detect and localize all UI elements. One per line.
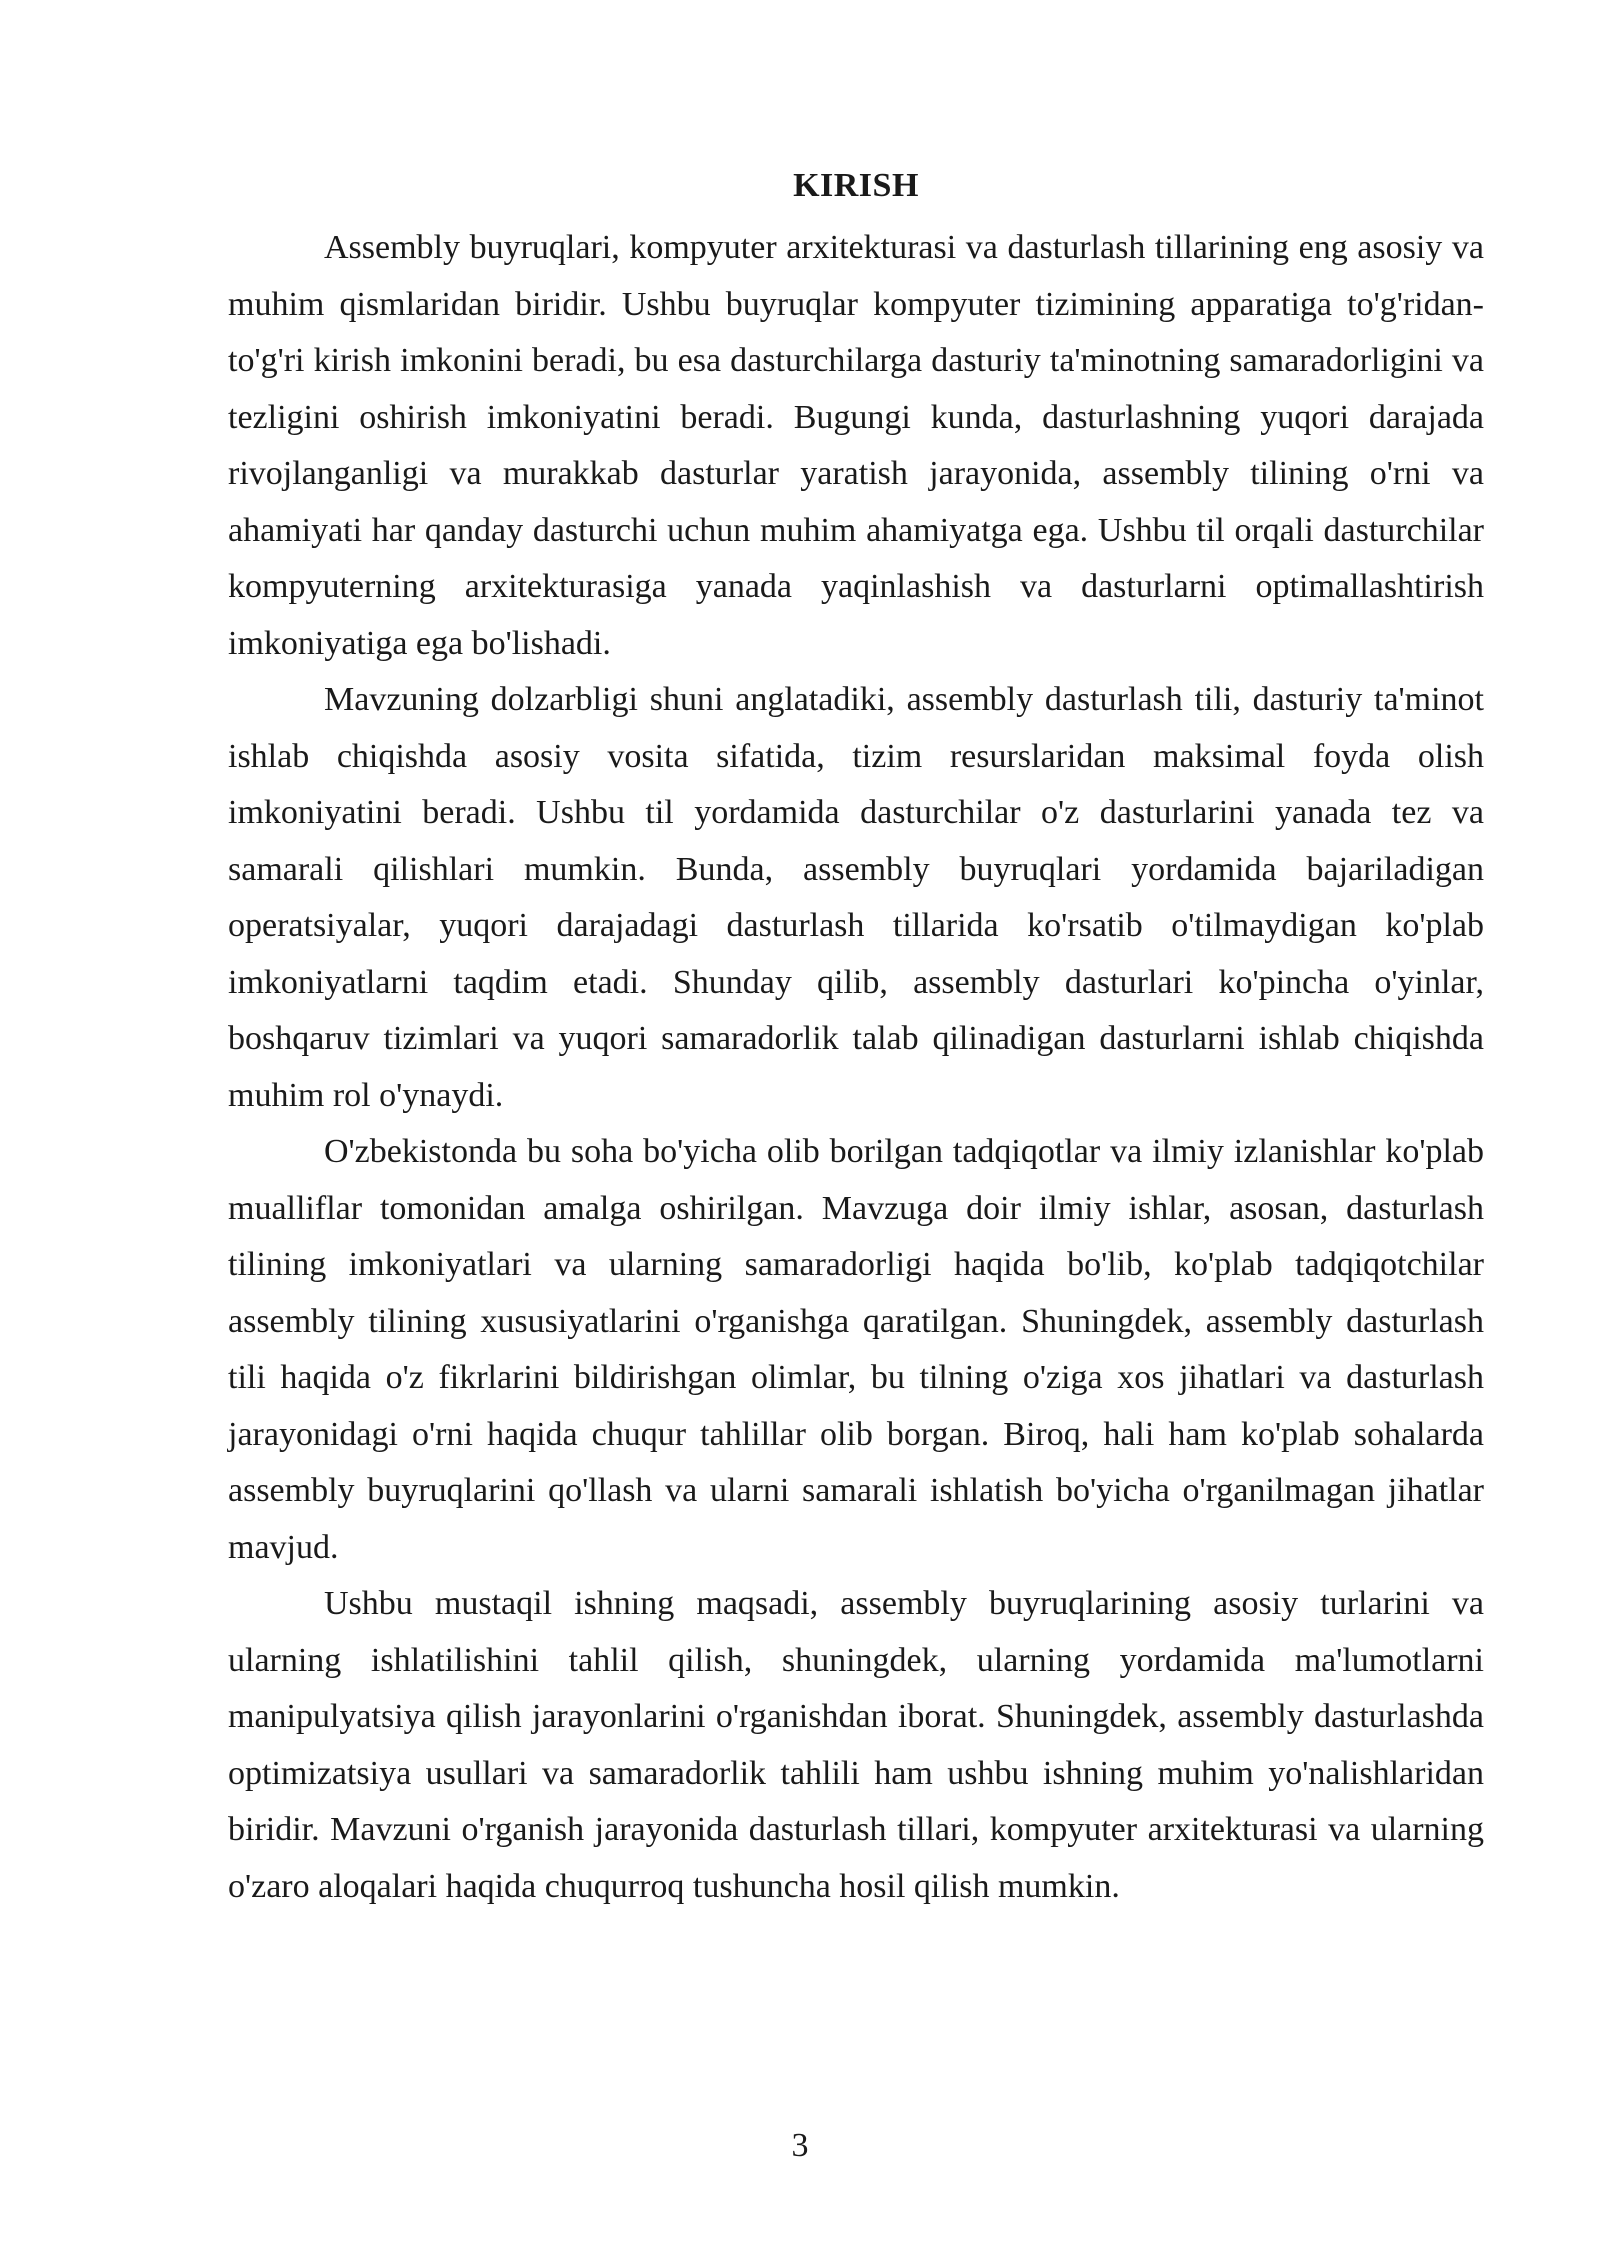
paragraph-1: Assembly buyruqlari, kompyuter arxitekturasi va dasturlash tillarining eng asosiy va muhim qismlaridan biridir. Ushbu buyruqlar kompyuter tizimining apparatiga to'g'ridan-to'g'ri kirish imkonini beradi, bu esa dasturchilarga dasturiy ta'minotning samaradorligini va tezligini oshirish imkoniyatini beradi. Bugungi kunda, dasturlashning yuqori darajada rivojlanganligi va murakkab dasturlar yaratish jarayonida, assembly tilining o'rni va ahamiyati har qanday dasturchi uchun muhim ahamiyatga ega. Ushbu til orqali dasturchilar kompyuterning arxitekturasiga yanada yaqinlashish va dasturlarni optimallashtirish imkoniyatiga ega bo'lishadi. — [228, 229, 1484, 662]
paragraph-4: Ushbu mustaqil ishning maqsadi, assembly buyruqlarining asosiy turlarini va ularning ishlatilishini tahlil qilish, shuningdek, ularning yordamida ma'lumotlarni manipulyatsiya qilish jarayonlarini o'rganishdan iborat. Shuningdek, assembly dasturlashda optimizatsiya usullari va samaradorlik tahlili ham ushbu ishning muhim yo'nalishlaridan biridir. Mavzuni o'rganish jarayonida dasturlash tillari, kompyuter arxitekturasi va ularning o'zaro aloqalari haqida chuqurroq tushuncha hosil qilish mumkin. — [228, 1585, 1484, 1905]
page-number: 3 — [791, 2127, 809, 2164]
section-heading: KIRISH — [793, 167, 919, 204]
paragraph-2: Mavzuning dolzarbligi shuni anglatadiki, assembly dasturlash tili, dasturiy ta'minot ishlab chiqishda asosiy vosita sifatida, tizim resurslaridan maksimal foyda olish imkoniyatini beradi. Ushbu til yordamida dasturchilar o'z dasturlarini yanada tez va samarali qilishlari mumkin. Bunda, assembly buyruqlari yordamida bajariladigan operatsiyalar, yuqori darajadagi dasturlash tillarida ko'rsatib o'tilmaydigan ko'plab imkoniyatlarni taqdim etadi. Shunday qilib, assembly dasturlari ko'pincha o'yinlar, boshqaruv tizimlari va yuqori samaradorlik talab qilinadigan dasturlarni ishlab chiqishda muhim rol o'ynaydi. — [228, 681, 1484, 1114]
page-content — [228, 162, 1484, 1915]
paragraph-3: O'zbekistonda bu soha bo'yicha olib borilgan tadqiqotlar va ilmiy izlanishlar ko'plab mualliflar tomonidan amalga oshirilgan. Mavzuga doir ilmiy ishlar, asosan, dasturlash tilining imkoniyatlari va ularning samaradorligi haqida bo'lib, ko'plab tadqiqotchilar assembly tilining xususiyatlarini o'rganishga qaratilgan. Shuningdek, assembly dasturlash tili haqida o'z fikrlarini bildirishgan olimlar, bu tilning o'ziga xos jihatlari va dasturlash jarayonidagi o'rni haqida chuqur tahlillar olib borgan. Biroq, hali ham ko'plab sohalarda assembly buyruqlarini qo'llash va ularni samarali ishlatish bo'yicha o'rganilmagan jihatlar mavjud. — [228, 1133, 1484, 1566]
